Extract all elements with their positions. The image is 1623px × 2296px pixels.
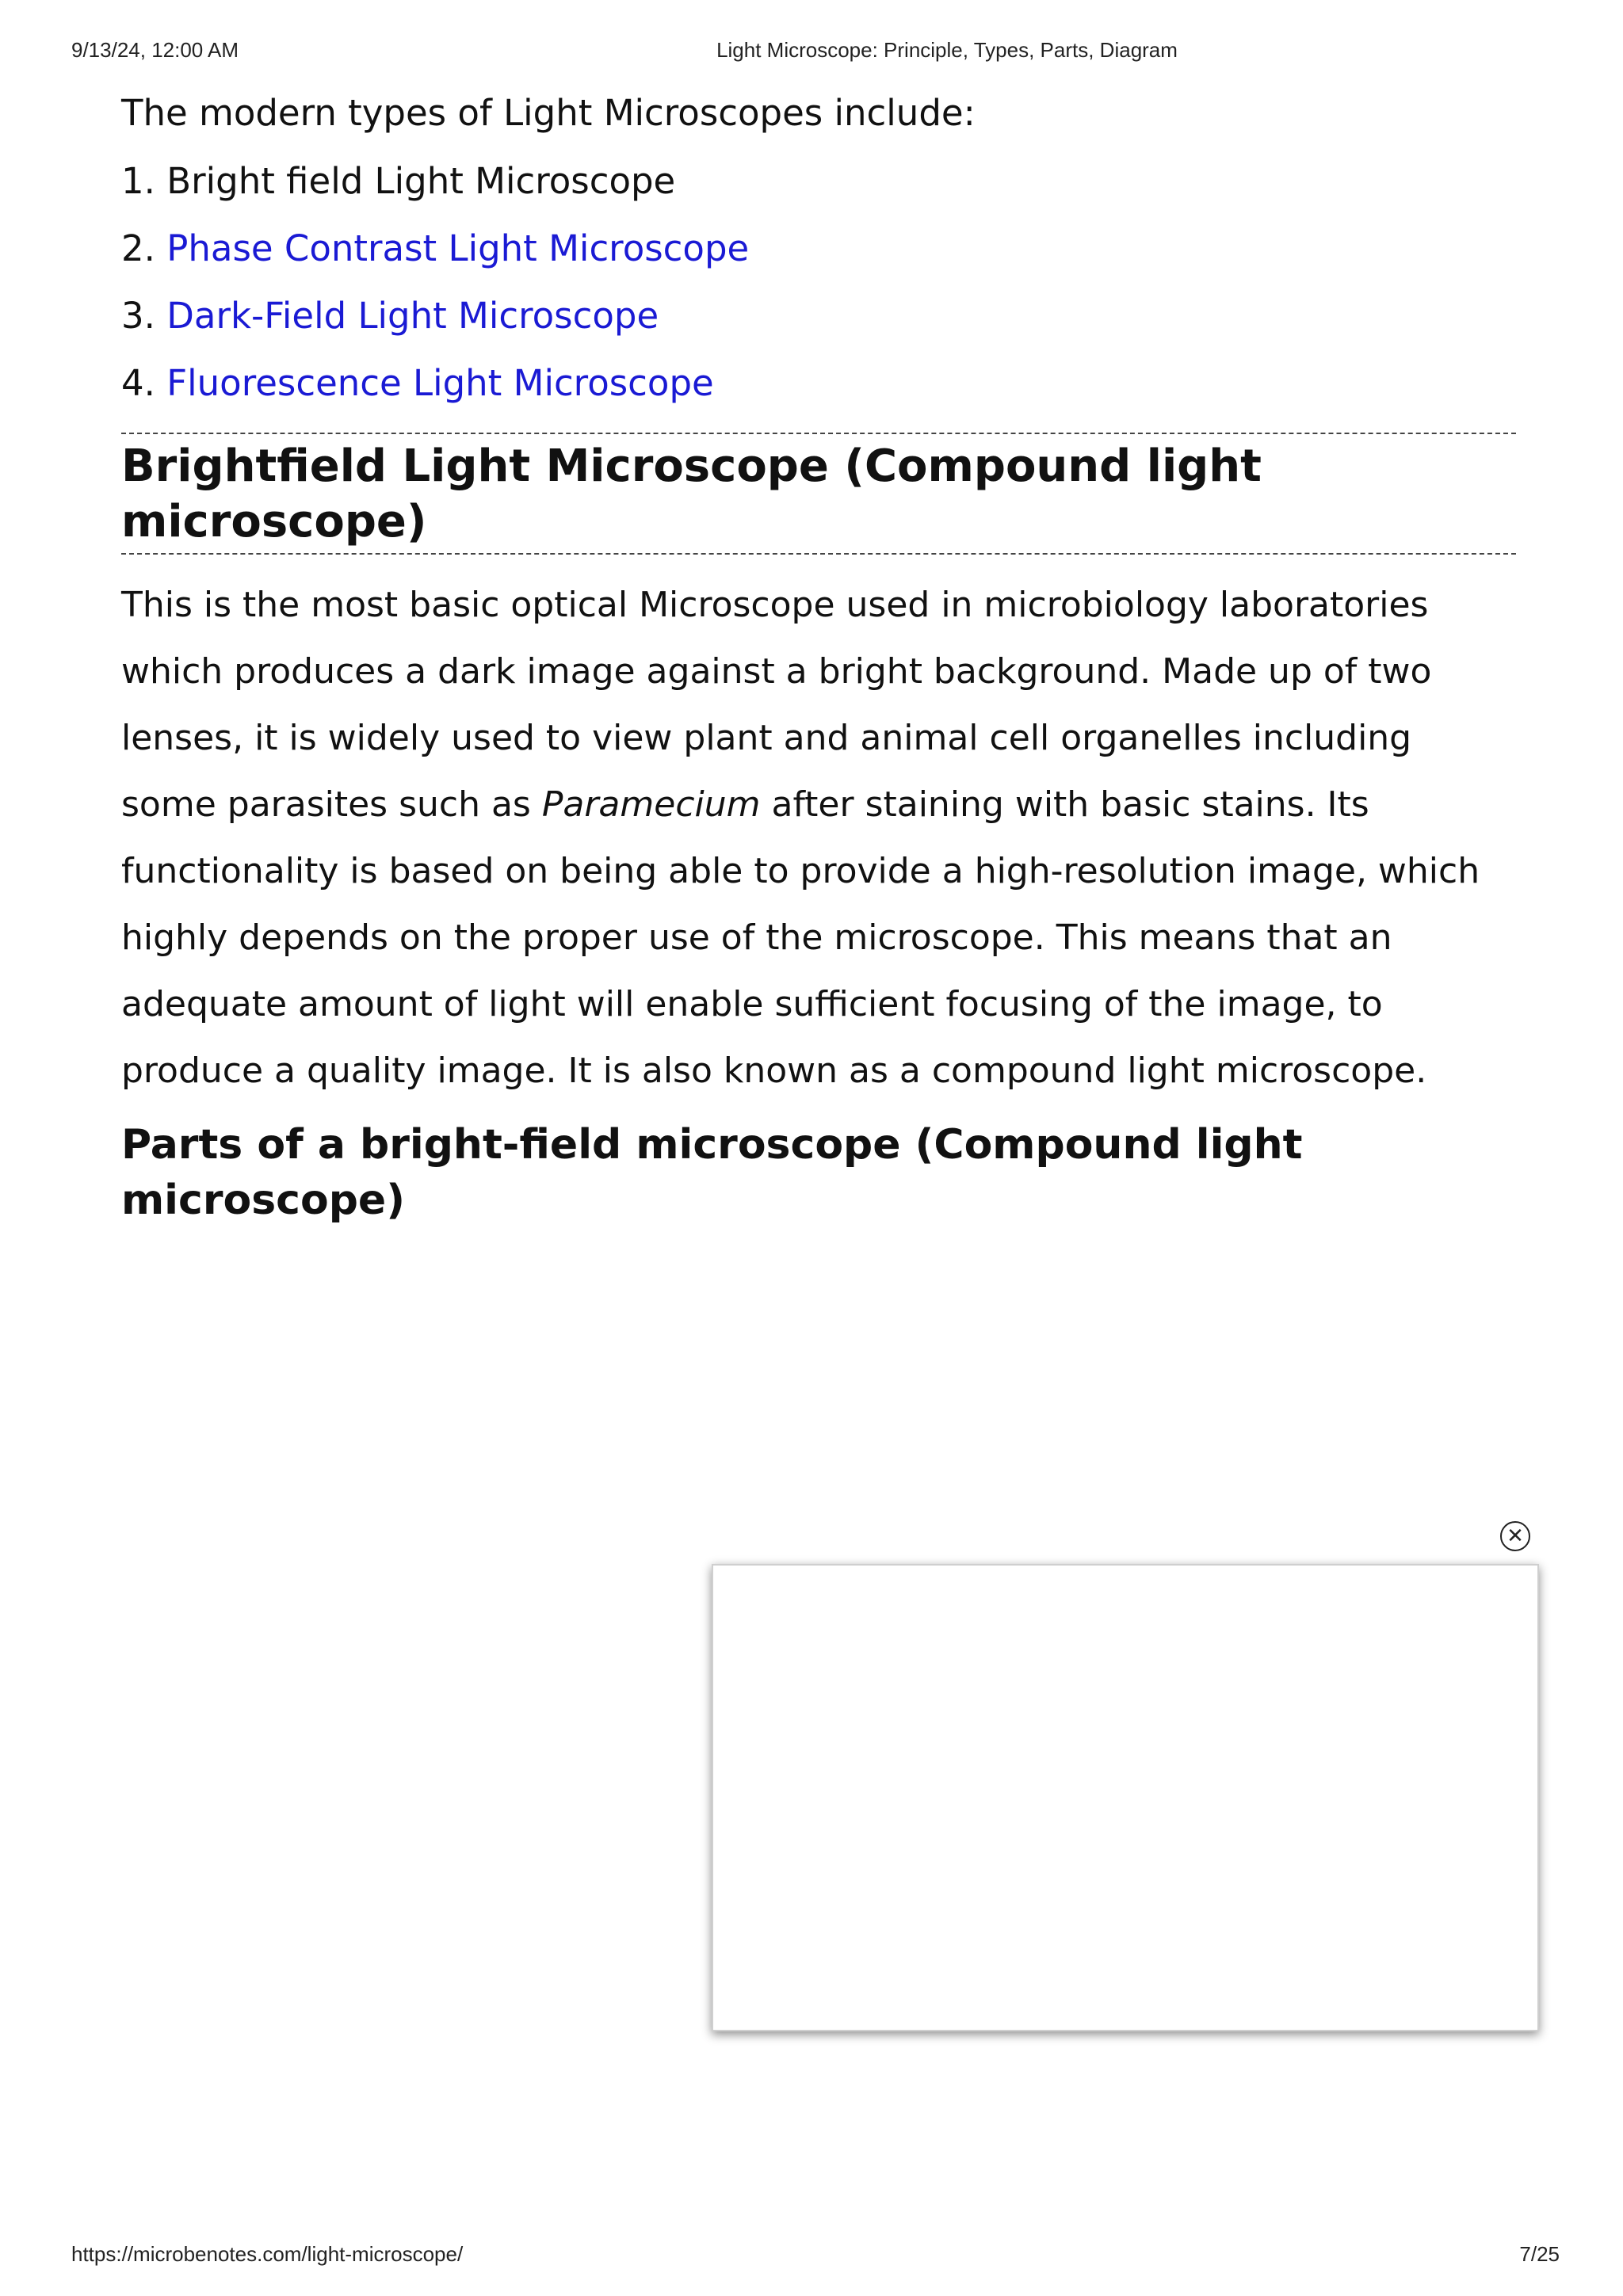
section-heading-box — [121, 433, 1516, 555]
print-footer — [0, 2242, 1623, 2274]
microscope-types-list — [121, 155, 1516, 425]
article-content — [121, 87, 1516, 1228]
list-item — [121, 357, 1516, 425]
ad-placeholder[interactable] — [712, 1564, 1539, 2031]
print-url: https://microbenotes.com/light-microscope/ — [71, 2242, 464, 2266]
print-page-number: 7/25 — [1519, 2242, 1560, 2266]
list-item-label: Bright field Light Microscope — [166, 160, 676, 202]
list-number: 3. — [121, 295, 155, 337]
list-number: 2. — [121, 227, 155, 269]
types-intro: The modern types of Light Microscopes include: — [121, 92, 976, 134]
list-item — [121, 155, 1516, 223]
paragraph-text-2: after staining with basic stains. Its functionality is based on being able to provide a high-resolution image, which highly depends on the proper use of the microscope. This means that an adequate amount of light will enable sufficient focusing of the image, to produce a quality image. It is also known as a compound light microscope. — [121, 784, 1480, 1091]
list-number: 4. — [121, 362, 155, 404]
fluorescence-link[interactable]: Fluorescence Light Microscope — [166, 362, 714, 404]
print-header — [0, 38, 1623, 70]
list-number: 1. — [121, 160, 155, 202]
list-item — [121, 223, 1516, 290]
parts-subheading: Parts of a bright-field microscope (Compound light microscope) — [121, 1121, 1303, 1224]
close-icon[interactable]: ✕ — [1500, 1521, 1530, 1551]
paragraph-italic-term: Paramecium — [541, 784, 761, 825]
paragraph-text-1: This is the most basic optical Microscope used in microbiology laboratories which produces a dark image against a bright background. Made up of two lenses, it is widely used to view plant and animal cell organelles including some parasites such as — [121, 585, 1432, 825]
section-heading: Brightfield Light Microscope (Compound light microscope) — [121, 441, 1262, 547]
brightfield-paragraph — [121, 572, 1516, 1104]
phase-contrast-link[interactable]: Phase Contrast Light Microscope — [166, 227, 750, 269]
list-item — [121, 290, 1516, 357]
print-datetime: 9/13/24, 12:00 AM — [71, 38, 239, 62]
dark-field-link[interactable]: Dark-Field Light Microscope — [166, 295, 659, 337]
print-page-title: Light Microscope: Principle, Types, Parts, Diagram — [716, 38, 1178, 62]
